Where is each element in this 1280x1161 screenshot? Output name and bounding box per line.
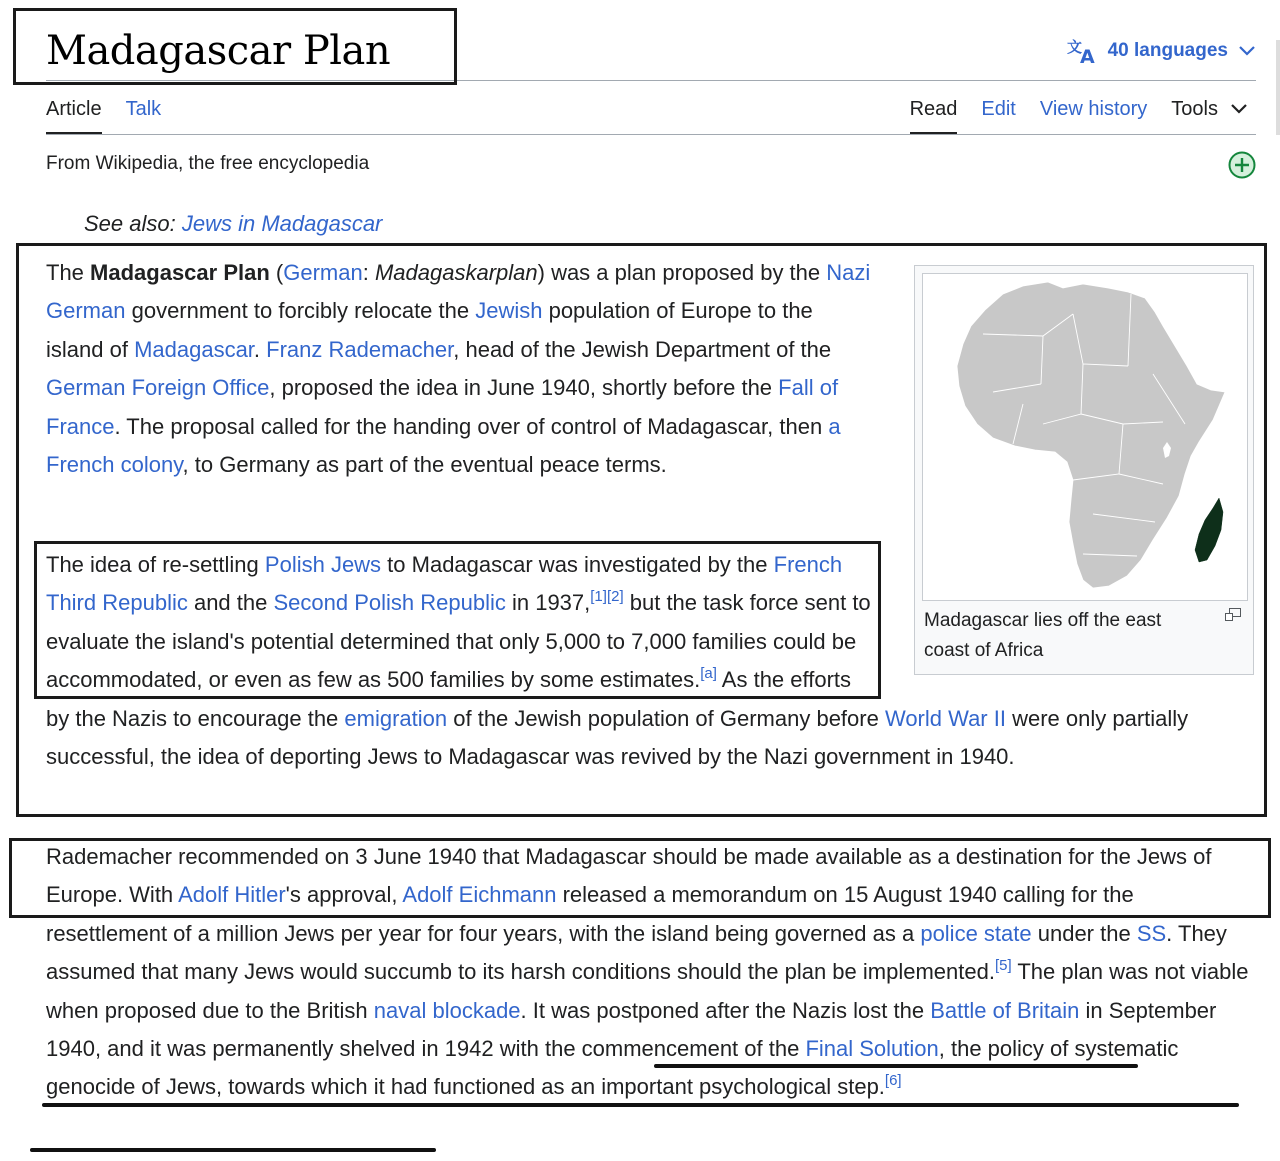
link-adolf-eichmann[interactable]: Adolf Eichmann xyxy=(402,882,557,908)
languages-label: 40 languages xyxy=(1107,40,1228,61)
chevron-down-icon xyxy=(1238,45,1256,57)
languages-button[interactable] xyxy=(1066,36,1256,66)
svg-text:A: A xyxy=(1079,46,1095,65)
figure-caption: Madagascar lies off the east coast of Africa xyxy=(924,610,1162,661)
chevron-down-icon xyxy=(1230,94,1248,124)
tools-menu[interactable] xyxy=(1171,94,1248,134)
tabs-divider xyxy=(46,134,1256,135)
figure-wrap-spacer xyxy=(876,546,1252,671)
tab-view-history[interactable]: View history xyxy=(1039,98,1148,120)
view-tabs xyxy=(910,94,1248,134)
note-a[interactable]: [a] xyxy=(700,665,717,683)
link-nazi-german[interactable]: Nazi German xyxy=(46,260,871,324)
citation-5[interactable]: [5] xyxy=(994,957,1012,975)
citation-6[interactable]: [6] xyxy=(884,1072,902,1090)
paragraph-intro: The Madagascar Plan (German: Madagaskarplan) was a plan proposed by the Nazi German government to forcibly relocate the Jewish population of Europe to the island of Madagascar. Franz Rademacher, head of the Jewish Department of the German Foreign Office, proposed the idea in June 1940, shortly before the Fall of France. The proposal called for the handing over of control of Madagascar, then a French colony, to Germany as part of the eventual peace terms. xyxy=(46,260,871,478)
tab-article[interactable]: Article xyxy=(46,94,102,134)
title-divider xyxy=(46,80,1256,81)
site-tagline: From Wikipedia, the free encyclopedia xyxy=(46,153,370,174)
citation-2[interactable]: [2] xyxy=(606,588,624,606)
link-police-state[interactable]: police state xyxy=(920,920,1032,946)
citation-1[interactable]: [1] xyxy=(590,588,607,606)
link-emigration[interactable]: emigration xyxy=(344,705,448,731)
paragraph-plan: Rademacher recommended on 3 June 1940 that Madagascar should be made available as a destination for the Jews of Europe. With Adolf Hitler's approval, Adolf Eichmann released a memorandum on 15 August 1940 calling for the resettlement of a million Jews per year for four years, with the island being governed as a police state under the SS. They assumed that many Jews would succumb to its harsh conditions should the plan be implemented.[5] The plan was not viable when proposed due to the British naval blockade. It was postponed after the Nazis lost the Battle of Britain in September 1940, and it was permanently shelved in 1942 with the commencement of the Final Solution, the policy of systematic genocide of Jews, towards which it had functioned as an important psychological step.[6] xyxy=(46,844,1249,1100)
page-title: Madagascar Plan xyxy=(46,28,391,74)
hatnote-prefix: See also: xyxy=(84,211,182,236)
tab-talk[interactable]: Talk xyxy=(125,98,162,120)
tools-label: Tools xyxy=(1171,98,1218,120)
namespace-tabs xyxy=(46,94,161,134)
link-jewish[interactable]: Jewish xyxy=(475,298,543,324)
tab-edit[interactable]: Edit xyxy=(981,98,1016,120)
tab-read[interactable]: Read xyxy=(910,94,958,134)
link-german[interactable]: German xyxy=(283,260,363,285)
link-fall-of-france[interactable]: Fall of France xyxy=(46,375,839,439)
paragraph-history: The idea of re-settling Polish Jews to Madagascar was investigated by the French Third Republic and the Second Polish Republic in 1937,[1][2] but the task force sent to evaluate the island's potential determined that only 5,000 to 7,000 families could be accommodated, or even as few as 500 families by some estimates.[a] As the efforts by the Nazis to encourage the emigration of the Jewish population of Germany before World War II were only partially successful, the idea of deporting Jews to Madagascar was revived by the Nazi government in 1940. xyxy=(46,546,1252,776)
scrollbar-edge[interactable] xyxy=(1276,40,1280,135)
german-term: Madagaskarplan xyxy=(374,260,538,285)
link-german-foreign-office[interactable]: German Foreign Office xyxy=(46,375,270,401)
link-final-solution[interactable]: Final Solution xyxy=(805,1036,939,1062)
link-polish-jews[interactable]: Polish Jews xyxy=(264,552,382,577)
link-jews-in-madagascar[interactable]: Jews in Madagascar xyxy=(181,211,383,236)
add-topic-icon[interactable] xyxy=(1228,151,1256,179)
underline-mark-3 xyxy=(30,1148,436,1152)
link-franz-rademacher[interactable]: Franz Rademacher xyxy=(266,336,454,362)
bold-title: Madagascar Plan xyxy=(90,260,270,285)
svg-text:文: 文 xyxy=(1066,38,1082,56)
link-french-third-republic[interactable]: French Third Republic xyxy=(46,552,843,616)
link-battle-of-britain[interactable]: Battle of Britain xyxy=(930,997,1080,1023)
link-world-war-ii[interactable]: World War II xyxy=(884,705,1006,731)
link-french-colony[interactable]: a French colony xyxy=(46,413,841,478)
hatnote xyxy=(84,208,382,240)
link-adolf-hitler[interactable]: Adolf Hitler xyxy=(178,882,286,908)
link-second-polish-republic[interactable]: Second Polish Republic xyxy=(273,590,506,616)
link-naval-blockade[interactable]: naval blockade xyxy=(373,997,521,1023)
link-ss[interactable]: SS xyxy=(1136,920,1167,946)
translate-icon xyxy=(1066,37,1098,65)
link-madagascar[interactable]: Madagascar xyxy=(134,336,254,362)
